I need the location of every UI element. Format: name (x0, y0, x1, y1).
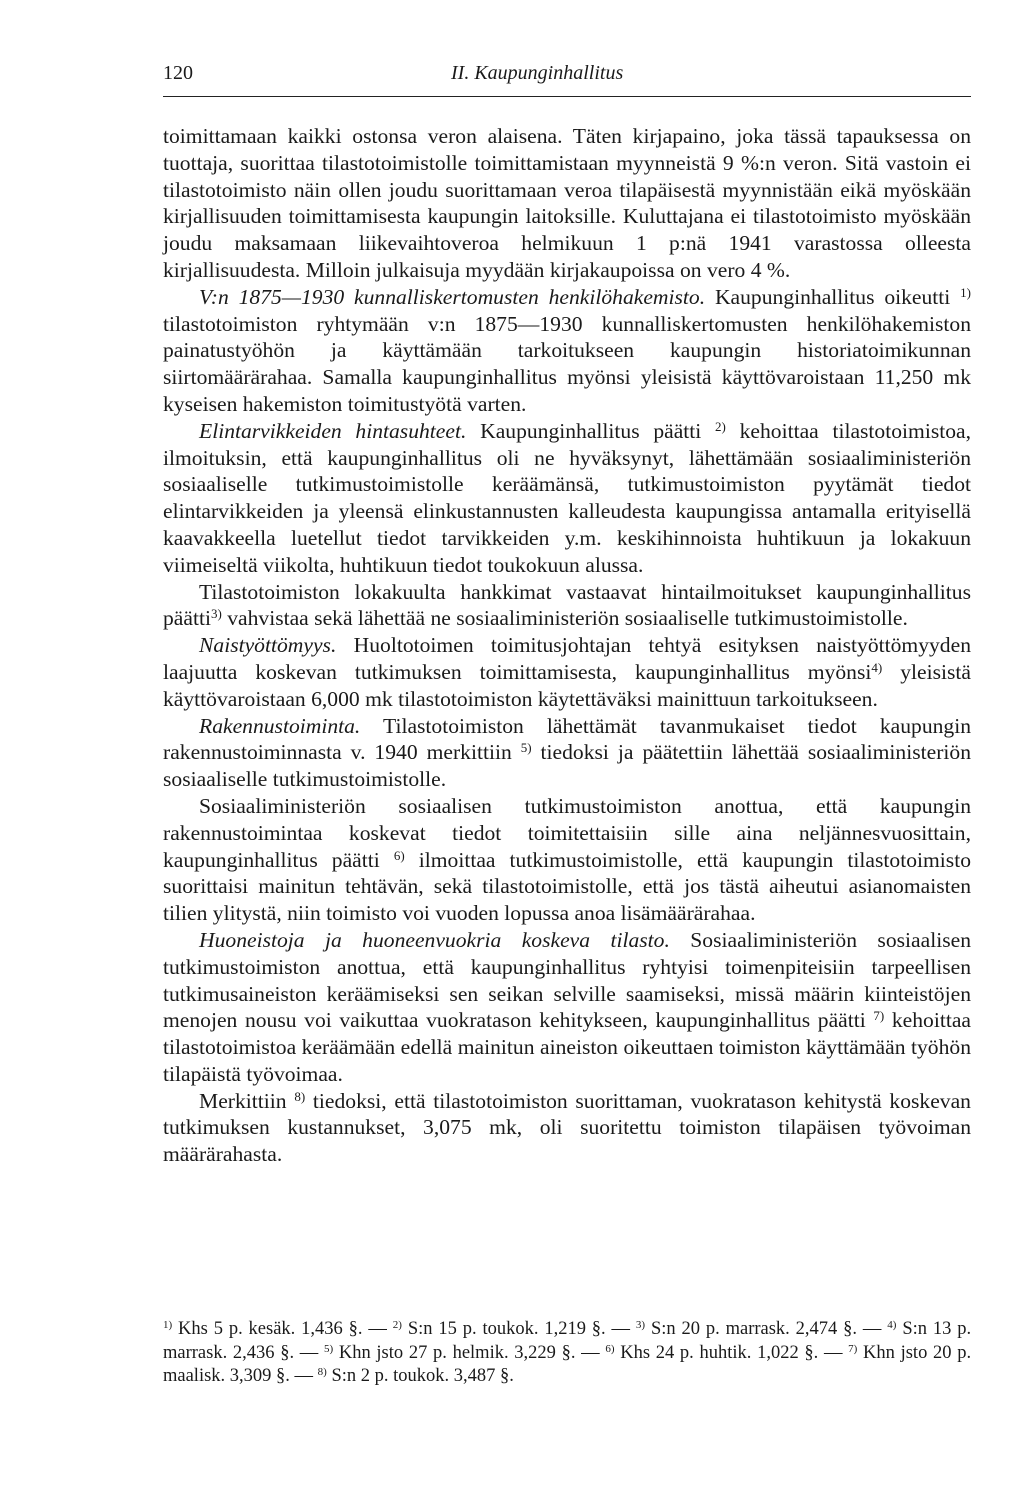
paragraph-text: tiedoksi, että tilastotoimiston suorittaman, vuokratason kehitystä koskevan tutkimuksen kustannukset, 3,075 mk, oli suoritettu toimiston tilapäisen työvoiman määrärahasta. (163, 1088, 971, 1167)
footnote-reference: 7) (873, 1008, 885, 1024)
footnote-text: Khn jsto 20 p. maalisk. 3,309 §. — (163, 1342, 972, 1386)
paragraph-text: ilmoittaa tutkimustoimistolle, että kaupungin tilastotoimisto suorittaisi mainitun tehtävän, sekä tilastotoimistolle, että jos tästä aiheutui asianomaisten tilien ylitystä, niin toimisto voi vuoden lopussa anoa lisämäärärahaa. (163, 847, 971, 926)
section-heading: Naistyöttömyys. (199, 633, 337, 658)
paragraph-text: Kaupunginhallitus oikeutti (714, 284, 951, 309)
section-heading: V:n 1875—1930 kunnalliskertomusten henkilöhakemisto. (199, 284, 706, 309)
paragraph (163, 793, 971, 927)
footnote-mark: 4) (887, 1319, 897, 1331)
paragraph-text: Tilastotoimiston lokakuulta hankkimat vastaavat hintailmoitukset kaupunginhallitus päätti (163, 579, 971, 631)
paragraph (163, 927, 971, 1088)
section-heading: Huoneistoja ja huoneenvuokria koskeva tilasto. (199, 927, 670, 952)
footnote-block (163, 1318, 971, 1389)
footnote-text: S:n 2 p. toukok. 3,487 §. (331, 1366, 514, 1386)
paragraph-text: Huoltotoimen toimitusjohtajan tehtyä esityksen naistyöttömyyden laajuutta koskevan tutkimuksen toimittamisesta, kaupunginhallitus myönsi (163, 633, 971, 684)
footnote-mark: 5) (323, 1342, 334, 1355)
paragraph (163, 713, 971, 793)
footnote-text: S:n 15 p. toukok. 1,219 §. — (407, 1319, 631, 1339)
paragraph-text: Merkittiin (199, 1088, 287, 1113)
footnote-reference: 4) (871, 659, 883, 675)
footnote-reference: 2) (715, 418, 726, 434)
paragraph (163, 123, 971, 284)
section-heading: Rakennustoiminta. (199, 713, 361, 738)
paragraph-text: Sosiaaliministeriön sosiaalisen tutkimustoimiston anottua, että kaupungin rakennustoimintaa koskevat tiedot toimitettaisiin sille aina neljännesvuosittain, kaupunginhallitus päätti (163, 793, 971, 872)
footnote-text: Khs 5 p. kesäk. 1,436 §. — (178, 1319, 387, 1339)
section-heading: Elintarvikkeiden hintasuhteet. (199, 418, 467, 443)
footnote-reference: 8) (294, 1088, 306, 1104)
paragraph (163, 284, 971, 418)
footnotes (163, 1318, 971, 1389)
paragraph-text: kehoittaa tilastotoimistoa keräämään edellä mainitun aineiston oikeuttaen toimiston käyttämään työhön tilapäistä työvoimaa. (163, 1008, 972, 1086)
paragraph (163, 418, 971, 579)
footnote-text: Khn jsto 27 p. helmik. 3,229 §. — (338, 1342, 600, 1363)
paragraph-text: yleisistä käyttövaroistaan 6,000 mk tilastotoimiston käytettäväksi mainittuun tarkoitukseen. (163, 659, 971, 711)
paragraph-text: Sosiaaliministeriön sosiaalisen tutkimustoimiston anottua, että kaupunginhallitus ryhtyisi toimenpiteisiin tarpeellisen tutkimusaineiston keräämiseksi sen seikan selville saamiseksi, missä määrin kiinteistöjen menojen nousu voi vaikuttaa vuokratason kehitykseen, kaupunginhallitus päätti (163, 927, 971, 1033)
footnote-reference: 3) (210, 606, 222, 622)
footnote-text: S:n 20 p. marrask. 2,474 §. — (650, 1319, 882, 1339)
paragraph-text: tiedoksi ja päätettiin lähettää sosiaaliministeriön sosiaaliselle tutkimustoimistolle. (163, 740, 971, 792)
paragraph-text: tilastotoimiston ryhtymään v:n 1875—1930 kunnalliskertomusten henkilöhakemiston painatustyöhön ja käyttämään tarkoitukseen kaupungin historiatoimikunnan siirtomäärärahaa. Samalla kaupunginhallitus myönsi yleisistä käyttövaroistaan 11,250 mk kyseisen hakemiston toimitustyötä varten. (163, 311, 971, 416)
paragraph-text: Tilastotoimiston lähettämät tavanmukaiset tiedot kaupungin rakennustoiminnasta v. 1940 merkittiin (163, 713, 972, 765)
footnote-mark: 1) (163, 1319, 173, 1331)
paragraph-text: kehoittaa tilastotoimistoa, ilmoituksin, että kaupunginhallitus oli ne hyväksynyt, lähettämään sosiaaliministeriön sosiaaliselle tutkimustoimistolle keräämänsä, tutkimustoimiston pyytämät tiedot elintarvikkeiden ja yleensä elinkustannusten kalleudesta kaupungissa antamalla erityisellä kaavakkeella luetellut tiedot tarvikkeiden y.m. keskihinnoista huhtikuun ja lokakuun viimeiseltä viikolta, huhtikuun tiedot toukokuun alussa. (163, 418, 972, 577)
paragraph (163, 1088, 971, 1168)
paragraph-text: toimittamaan kaikki ostonsa veron alaisena. Täten kirjapaino, joka tässä tapauksessa on tuottaja, suorittaa tilastotoimistolle toimittamistaan myynneistä 9 %:n veron. Sitä vastoin ei tilastotoimisto näin ollen joudu suorittamaan veroa tilapäisestä myynnistään eikä myöskään kirjallisuuden toimittamisesta kaupungin laitoksille. Kuluttajana ei tilastotoimisto myöskään joudu maksamaan liikevaihtoveroa helmikuun 1 p:nä 1941 varastossa olleesta kirjallisuudesta. Milloin julkaisuja myydään kirjakaupoissa on vero 4 %. (163, 124, 971, 282)
footnote-reference: 5) (520, 740, 532, 756)
running-head: II. Kaupunginhallitus (451, 62, 624, 84)
main-text (163, 123, 971, 1168)
footnote-mark: 7) (848, 1342, 858, 1355)
footnote-text: Khs 24 p. huhtik. 1,022 §. — (620, 1342, 843, 1363)
footnote-reference: 1) (960, 284, 971, 300)
page-header (163, 62, 971, 97)
footnote-mark: 8) (317, 1366, 327, 1378)
footnote-mark: 2) (392, 1319, 402, 1331)
paragraph (163, 632, 971, 712)
paragraph (163, 579, 971, 633)
paragraph-text: vahvistaa sekä lähettää ne sosiaaliministeriön sosiaaliselle tutkimustoimistolle. (227, 606, 908, 631)
footnote-mark: 6) (605, 1342, 615, 1355)
page-number: 120 (163, 62, 193, 84)
footnote-mark: 3) (635, 1319, 646, 1331)
paragraph-text: Kaupunginhallitus päätti (480, 418, 702, 443)
footnote-text: S:n 13 p. marrask. 2,436 §. — (163, 1319, 972, 1363)
footnote-reference: 6) (393, 847, 405, 863)
